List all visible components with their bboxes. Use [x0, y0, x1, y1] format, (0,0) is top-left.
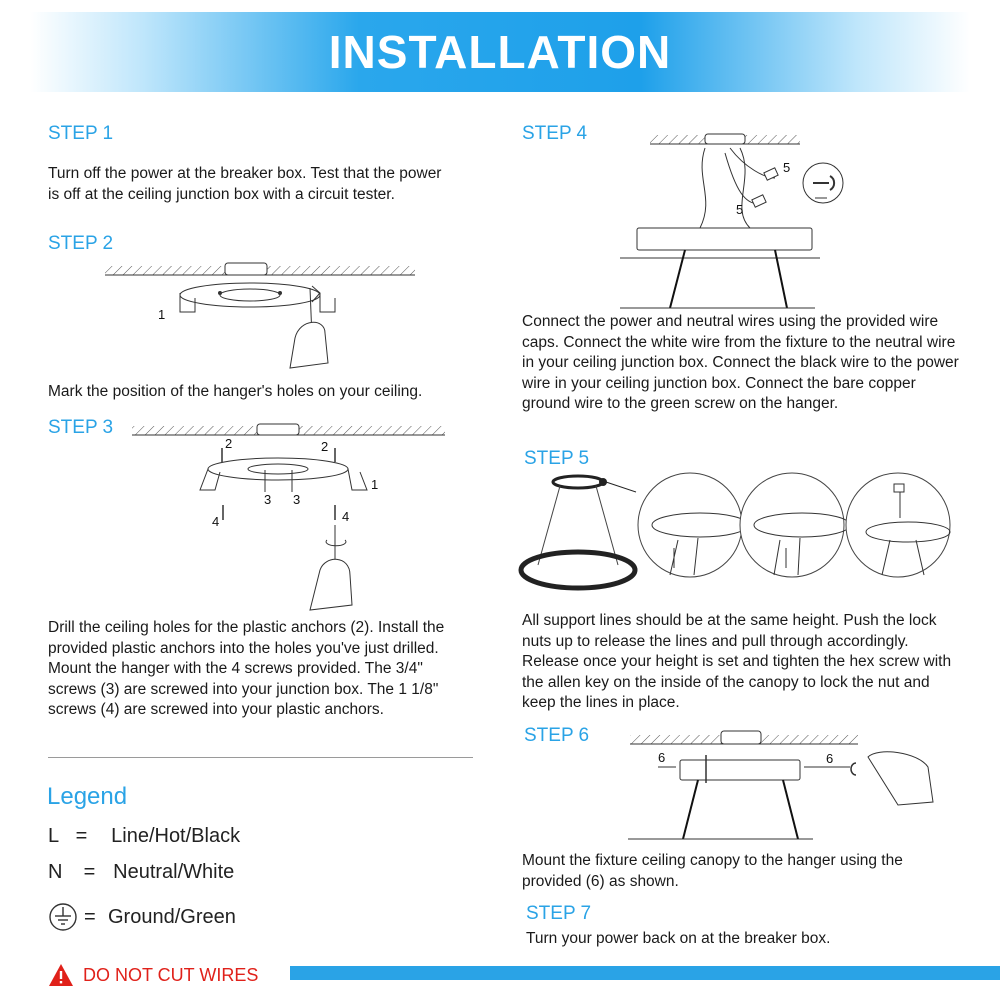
- step-3-label: STEP 3: [48, 417, 114, 438]
- step-5-text: All support lines should be at the same height. Push the lock nuts up to release the lines and pull through accordingly. Release once your height is set and tighten the hex screw with the allen key on the inside of the canopy to lock the nut and keep the lines in place.: [522, 612, 952, 711]
- page-title: INSTALLATION: [328, 26, 672, 78]
- step-3-callout-4a: 4: [212, 514, 220, 529]
- header-banner: [30, 12, 970, 92]
- warning-triangle-icon: [48, 963, 74, 987]
- legend-equals: =: [84, 905, 96, 928]
- ground-symbol-icon: [48, 902, 78, 932]
- step-4-text: Connect the power and neutral wires using the provided wire caps. Connect the white wire from the fixture to the neutral wire in your ceiling junction box. Connect the black wire to the power wire in your ceiling junction box. Connect the bare copper ground wire to the green screw on the hanger.: [522, 313, 959, 412]
- legend-text: Neutral/White: [113, 861, 235, 883]
- legend-symbol: N: [48, 861, 63, 883]
- step-4-wiring-diagram: [615, 128, 855, 310]
- warning-text: DO NOT CUT WIRES: [83, 964, 259, 985]
- legend-text: Line/Hot/Black: [111, 825, 241, 847]
- step-2-label: STEP 2: [48, 233, 114, 254]
- step-2-hanger-diagram: [100, 258, 420, 383]
- step-4-label: STEP 4: [522, 123, 588, 144]
- legend-equals: =: [83, 861, 96, 883]
- step-5-height-adjust-diagram: [518, 470, 958, 600]
- legend-row-neutral: [48, 861, 234, 884]
- step-3-mounting-diagram: [130, 420, 450, 615]
- step-6-callout-6b: 6: [826, 751, 834, 766]
- step-3-callout-3b: 3: [293, 492, 301, 507]
- section-divider: [48, 757, 473, 758]
- step-3-callout-2b: 2: [321, 439, 329, 454]
- step-7-text: Turn your power back on at the breaker box.: [526, 930, 831, 947]
- step-3-text: Drill the ceiling holes for the plastic anchors (2). Install the provided plastic anchors into the holes you've just drilled. Mount the hanger with the 4 screws provided. The 3/4" screws (3) are screwed into your junction box. The 1 1/8" screws (4) are screwed into your plastic anchors.: [48, 619, 445, 718]
- warning-bar: [290, 966, 1000, 980]
- legend-row-ground: [48, 902, 236, 932]
- step-6-text: Mount the fixture ceiling canopy to the hanger using the provided (6) as shown.: [522, 852, 903, 890]
- step-1-label: STEP 1: [48, 123, 114, 144]
- legend-text: Ground/Green: [108, 905, 236, 928]
- legend-row-line: [48, 825, 240, 848]
- step-4-callout-5b: 5: [736, 202, 744, 217]
- step-5-label: STEP 5: [524, 448, 590, 469]
- step-3-callout-1: 1: [371, 477, 379, 492]
- step-4-callout-5a: 5: [783, 160, 791, 175]
- legend-equals: =: [75, 825, 88, 847]
- legend-symbol: L: [48, 825, 60, 847]
- step-3-callout-4b: 4: [342, 509, 350, 524]
- step-2-text: Mark the position of the hanger's holes on your ceiling.: [48, 383, 423, 400]
- step-3-callout-2a: 2: [225, 436, 233, 451]
- step-6-callout-6a: 6: [658, 750, 666, 765]
- step-1-text: Turn off the power at the breaker box. Test that the power is off at the ceiling junction box with a circuit tester.: [48, 165, 442, 203]
- step-2-callout-1: 1: [158, 307, 166, 322]
- warning-banner: [48, 962, 258, 988]
- step-6-canopy-diagram: [628, 727, 940, 845]
- step-6-label: STEP 6: [524, 725, 590, 746]
- step-7-label: STEP 7: [526, 903, 592, 924]
- legend-title: Legend: [47, 783, 128, 810]
- step-3-callout-3a: 3: [264, 492, 272, 507]
